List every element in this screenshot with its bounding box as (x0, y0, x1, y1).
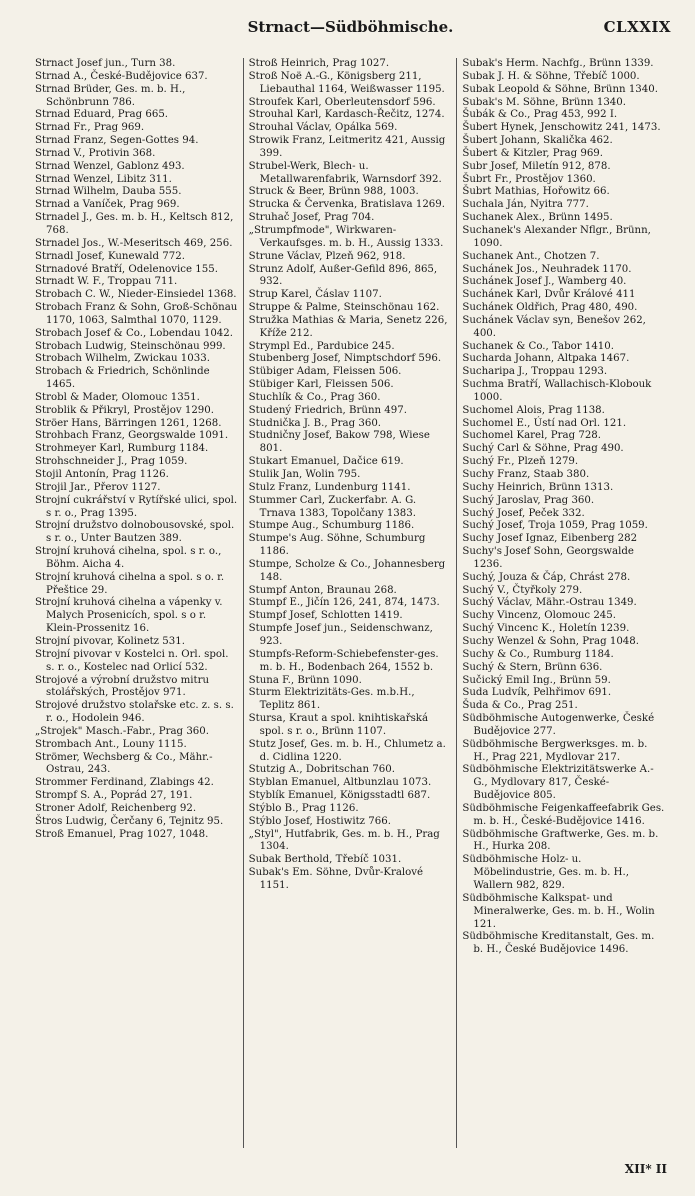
directory-entry: Suchý, Jouza & Čáp, Chrást 278. (462, 571, 631, 583)
directory-entry: Stulik Jan, Wolin 795. (248, 469, 361, 480)
directory-entry: Suchý Fr., Plzeň 1279. (462, 456, 579, 468)
directory-entry: Ströer Hans, Bärringen 1261, 1268. (35, 417, 222, 429)
directory-entry: Strnadt W. F., Troppau 711. (35, 276, 178, 288)
directory-entry: Stroß Noë A.-G., Königsberg 211, Liebauthal 1164, Weißwasser 1195. (248, 70, 445, 95)
directory-entry: Suchomel Karel, Prag 728. (462, 430, 602, 442)
directory-entry: Stumpfe Josef jun., Seidenschwanz, 923. (248, 623, 433, 647)
directory-entry: Styblan Emanuel, Altbunzlau 1073. (248, 777, 432, 789)
directory-entry: Suchomel E., Ústí nad Orl. 121. (462, 417, 627, 429)
directory-entry: Südböhmische Kreditanstalt, Ges. m. b. H., České Budějovice 1496. (462, 931, 655, 956)
directory-entry: Suchý Jaroslav, Prag 360. (462, 494, 595, 506)
directory-entry: Subak's M. Söhne, Brünn 1340. (462, 96, 627, 108)
directory-entry: Stumpe Aug., Schumburg 1186. (248, 520, 415, 532)
directory-entry: Sucharda Johann, Altpaka 1467. (462, 353, 630, 365)
directory-entry: Suchánek Jos., Neuhradek 1170. (462, 263, 632, 275)
directory-entry: Stukart Emanuel, Dačice 619. (248, 456, 404, 468)
directory-entry: Strombach Ant., Louny 1115. (35, 738, 187, 750)
directory-entry: Šubert Hynek, Jenschowitz 241, 1473. (462, 122, 661, 134)
directory-entry: Strowik Franz, Leitmeritz 421, Aussig 399. (248, 135, 446, 159)
directory-entry: Stuna F., Brünn 1090. (248, 674, 362, 686)
directory-entry: Suchý Josef, Troja 1059, Prag 1059. (462, 520, 648, 532)
directory-entry: Strojové družstvo stolařske etc. z. s. s. r. o., Hodolein 946. (35, 700, 234, 725)
directory-entry: Stubenberg Josef, Nimptschdorf 596. (248, 353, 442, 365)
directory-entry: Südböhmische Autogenwerke, České Budějovice 277. (462, 713, 655, 737)
directory-entry: Strojil Jar., Přerov 1127. (35, 481, 161, 493)
directory-entry: Strobach & Friedrich, Schönlinde 1465. (35, 366, 210, 391)
directory-entry: Suchomel Alois, Prag 1138. (462, 404, 605, 416)
directory-entry: Strnad A., České-Budějovice 637. (35, 70, 208, 82)
directory-entry: Suchma Bratří, Wallachisch-Klobouk 1000. (462, 379, 652, 403)
directory-entry: Suchý Josef, Peček 332. (462, 507, 585, 519)
directory-entry: Stulz Franz, Lundenburg 1141. (248, 481, 411, 493)
directory-entry: Suchanek & Co., Tabor 1410. (462, 340, 615, 352)
directory-entry: „Strumpfmode", Wirkwaren-Verkaufsges. m. b. H., Aussig 1333. (248, 224, 444, 249)
directory-entry: Struhač Josef, Prag 704. (248, 212, 375, 224)
directory-entry: Strup Karel, Čáslav 1107. (248, 289, 382, 301)
directory-entry: Strohschneider J., Prag 1059. (35, 456, 188, 468)
column-3 (456, 58, 670, 1148)
directory-entry: Sučický Emil Ing., Brünn 59. (462, 674, 611, 686)
directory-entry: Suchý V., Čtyřkoly 279. (462, 584, 583, 596)
directory-entry: Stursa, Kraut a spol. knihtiskařská spol. s r. o., Brünn 1107. (248, 713, 429, 737)
directory-entry: Suchy's Josef Sohn, Georgswalde 1236. (462, 546, 634, 570)
directory-entry: Strnad Franz, Segen-Gottes 94. (35, 135, 199, 147)
directory-entry: Stutz Josef, Ges. m. b. H., Chlumetz a. d. Cidlina 1220. (248, 738, 446, 763)
directory-entry: Strnadové Bratří, Odelenovice 155. (35, 263, 218, 275)
directory-entry: Stroß Emanuel, Prag 1027, 1048. (35, 828, 209, 840)
directory-entry: Stumpf Anton, Braunau 268. (248, 584, 397, 596)
directory-entry: Strobach C. W., Nieder-Einsiedel 1368. (35, 289, 237, 301)
directory-entry: Strunz Adolf, Außer-Gefild 896, 865, 932. (248, 263, 438, 288)
directory-entry: Stýblo Josef, Hostiwitz 766. (248, 815, 391, 827)
directory-entry: Strojní cukrářství v Rytířské ulici, spol. s r. o., Prag 1395. (35, 494, 238, 519)
directory-entry: Strnad Brüder, Ges. m. b. H., Schönbrunn 786. (35, 83, 186, 108)
directory-entry: Strojní družstvo dolnobousovské, spol. s r. o., Unter Bautzen 389. (35, 520, 235, 545)
directory-entry: Stumpf Josef, Schlotten 1419. (248, 610, 403, 622)
directory-entry: Sturm Elektrizitäts-Ges. m.b.H., Teplitz 861. (248, 687, 415, 712)
directory-entry: Stumpf E., Jičín 126, 241, 874, 1473. (248, 597, 440, 609)
directory-entry: Suchy Josef Ignaz, Eibenberg 282 (462, 533, 638, 545)
directory-entry: Suchý Carl & Söhne, Prag 490. (462, 443, 624, 455)
directory-entry: Strojní kruhová cihelna a vápenky v. Malych Prosenicích, spol. s o r. Klein-Prossenitz 16. (35, 597, 223, 635)
directory-entry: Strubel-Werk, Blech- u. Metallwarenfabrik, Warnsdorf 392. (248, 160, 442, 185)
directory-entry: Strobach Ludwig, Steinschönau 999. (35, 340, 226, 352)
directory-entry: Suchy Wenzel & Sohn, Prag 1048. (462, 635, 640, 647)
directory-entry: Strnad Wilhelm, Dauba 555. (35, 186, 182, 198)
directory-entry: Struppe & Palme, Steinschönau 162. (248, 302, 440, 314)
directory-entry: Stroufek Karl, Oberleutensdorf 596. (248, 96, 436, 108)
directory-entry: Strobach Wilhelm, Zwickau 1033. (35, 353, 210, 365)
directory-columns (30, 58, 670, 1148)
directory-entry: Studený Friedrich, Brünn 497. (248, 404, 407, 416)
directory-entry: Stroß Heinrich, Prag 1027. (248, 58, 390, 69)
directory-entry: Suchy Franz, Staab 380. (462, 469, 590, 480)
directory-entry: Strnadl Josef, Kunewald 772. (35, 250, 185, 262)
directory-entry: Strojní kruhová cihelna, spol. s r. o., Böhm. Aicha 4. (35, 546, 222, 570)
directory-entry: Strohmeyer Karl, Rumburg 1184. (35, 443, 209, 455)
directory-entry: Stojil Antonín, Prag 1126. (35, 469, 169, 480)
directory-entry: Strojové a výrobní družstvo mitru stolářských, Prostějov 971. (35, 674, 210, 699)
directory-entry: Suchy Vincenz, Olomouc 245. (462, 610, 617, 622)
directory-entry: Suchy & Co., Rumburg 1184. (462, 648, 614, 660)
directory-entry: Stumpe, Scholze & Co., Johannesberg 148. (248, 558, 446, 583)
directory-entry: Suchý & Stern, Brünn 636. (462, 661, 603, 673)
directory-entry: Strucka & Červenka, Bratislava 1269. (248, 199, 446, 211)
directory-entry: Südböhmische Elektrizitätswerke A.-G., Mydlovary 817, České-Budějovice 805. (462, 764, 654, 802)
directory-entry: Stübiger Karl, Fleissen 506. (248, 379, 394, 391)
directory-entry: Stübiger Adam, Fleissen 506. (248, 366, 402, 378)
directory-entry: Stutzig A., Dobritschan 760. (248, 764, 395, 776)
directory-entry: Stroner Adolf, Reichenberg 92. (35, 802, 197, 814)
directory-entry: Strnad Wenzel, Libitz 311. (35, 173, 172, 185)
directory-entry: Strojní kruhová cihelna a spol. s o. r. Přeštice 29. (35, 571, 225, 596)
directory-entry: Šubert & Kitzler, Prag 969. (462, 147, 604, 159)
page-header (30, 16, 671, 42)
directory-entry: „Strojek" Masch.-Fabr., Prag 360. (35, 725, 209, 737)
directory-entry: Subak Leopold & Söhne, Brünn 1340. (462, 83, 658, 95)
directory-entry: Suchý Vincenc K., Holetín 1239. (462, 623, 630, 635)
directory-entry: Stroblik & Přikryl, Prostějov 1290. (35, 404, 215, 416)
directory-entry: Strune Václav, Plzeň 962, 918. (248, 250, 406, 262)
directory-entry: Südböhmische Graftwerke, Ges. m. b. H., Hurka 208. (462, 828, 659, 853)
directory-entry: Südböhmische Kalkspat- und Mineralwerke, Ges. m. b. H., Wolin 121. (462, 892, 655, 930)
directory-entry: Suchánek Oldřich, Prag 480, 490. (462, 302, 638, 314)
directory-entry: Strnadel Jos., W.-Meseritsch 469, 256. (35, 237, 233, 249)
directory-entry: Strohbach Franz, Georgswalde 1091. (35, 430, 229, 442)
directory-entry: Strompf S. A., Poprád 27, 191. (35, 790, 193, 802)
directory-entry: Strnad V., Protivin 368. (35, 147, 156, 159)
directory-entry: Suchánek Josef J., Wamberg 40. (462, 276, 627, 288)
directory-entry: Strnact Josef jun., Turn 38. (35, 58, 176, 69)
directory-entry: Šubrt Fr., Prostějov 1360. (462, 173, 596, 185)
directory-entry: Strnad Wenzel, Gablonz 493. (35, 160, 185, 172)
signature-mark: XII* II (624, 1162, 667, 1176)
directory-entry: Strojní pivovar, Kolinetz 531. (35, 635, 185, 647)
directory-entry: Strnad Eduard, Prag 665. (35, 109, 169, 121)
directory-entry: Stummer Carl, Zuckerfabr. A. G. Trnava 1383, Topolčany 1383. (248, 494, 417, 519)
directory-entry: Südböhmische Feigenkaffeefabrik Ges. m. b. H., České-Budějovice 1416. (462, 802, 665, 827)
directory-entry: Suchý Václav, Mähr.-Ostrau 1349. (462, 597, 637, 609)
directory-entry: Šuda & Co., Prag 251. (462, 700, 578, 712)
running-title: Strnact—Südböhmische. (247, 18, 454, 36)
directory-entry: Südböhmische Bergwerksges. m. b. H., Prag 221, Mydlovar 217. (462, 738, 648, 763)
directory-entry: Strojní pivovar v Kostelci n. Orl. spol. s. r. o., Kostelec nad Orlicí 532. (35, 648, 229, 673)
directory-entry: Šubák & Co., Prag 453, 992 I. (462, 109, 618, 121)
directory-entry: Sucharipa J., Troppau 1293. (462, 366, 608, 378)
directory-entry: Strommer Ferdinand, Zlabings 42. (35, 777, 214, 789)
directory-entry: Štros Ludwig, Čerčany 6, Tejnitz 95. (35, 815, 224, 827)
directory-entry: Stýblo B., Prag 1126. (248, 802, 359, 814)
directory-entry: Studničny Josef, Bakow 798, Wiese 801. (248, 430, 430, 455)
directory-entry: Strnadel J., Ges. m. b. H., Keltsch 812, 768. (35, 212, 234, 236)
directory-entry: Suchala Ján, Nyitra 777. (462, 199, 589, 211)
directory-entry: „Styl", Hutfabrik, Ges. m. b. H., Prag 1304. (248, 828, 440, 853)
directory-entry: Strouhal Karl, Kardasch-Řečitz, 1274. (248, 109, 445, 121)
column-1 (30, 58, 243, 1148)
directory-entry: Subr Josef, Miletín 912, 878. (462, 160, 611, 172)
directory-entry: Suchy Heinrich, Brünn 1313. (462, 481, 614, 493)
directory-entry: Stružka Mathias & Maria, Senetz 226, Kříže 212. (248, 314, 448, 339)
directory-entry: Strömer, Wechsberg & Co., Mähr.-Ostrau, 243. (35, 751, 213, 776)
directory-entry: Südböhmische Holz- u. Möbelindustrie, Ges. m. b. H., Wallern 982, 829. (462, 854, 629, 891)
directory-entry: Studnička J. B., Prag 360. (248, 417, 382, 429)
column-2 (243, 58, 457, 1148)
directory-entry: Strouhal Václav, Opálka 569. (248, 122, 398, 134)
directory-entry: Subak's Em. Söhne, Dvůr-Kralové 1151. (248, 867, 424, 891)
directory-entry: Stumpe's Aug. Söhne, Schumburg 1186. (248, 533, 426, 558)
directory-entry: Subak Berthold, Třebíč 1031. (248, 854, 402, 866)
directory-entry: Stuchlík & Co., Prag 360. (248, 391, 381, 403)
directory-entry: Suda Ludvík, Pelhřimov 691. (462, 687, 612, 699)
directory-entry: Stumpfs-Reform-Schiebefenster-ges. m. b. H., Bodenbach 264, 1552 b. (248, 648, 439, 673)
directory-entry: Subak J. H. & Söhne, Třebíč 1000. (462, 70, 640, 82)
directory-entry: Strobach Josef & Co., Lobendau 1042. (35, 327, 233, 339)
directory-entry: Struck & Beer, Brünn 988, 1003. (248, 186, 419, 198)
directory-entry: Suchánek Karl, Dvůr Králové 411 (462, 289, 636, 301)
directory-entry: Suchanek Alex., Brünn 1495. (462, 212, 613, 224)
page-number: CLXXIX (603, 18, 671, 36)
directory-entry: Strnad Fr., Prag 969. (35, 122, 145, 134)
directory-entry: Strympl Ed., Pardubice 245. (248, 340, 395, 352)
directory-entry: Šubrt Mathias, Hořowitz 66. (462, 186, 610, 198)
directory-entry: Suchanek's Alexander Nflgr., Brünn, 1090. (462, 224, 651, 249)
directory-entry: Strobach Franz & Sohn, Groß-Schönau 1170, 1063, Salmthal 1070, 1129. (35, 302, 238, 326)
directory-entry: Styblík Emanuel, Königsstadtl 687. (248, 790, 431, 802)
directory-entry: Strnad a Vaníček, Prag 969. (35, 199, 180, 211)
directory-entry: Suchánek Václav syn, Benešov 262, 400. (462, 314, 646, 339)
directory-entry: Šubert Johann, Skalička 462. (462, 135, 613, 147)
directory-entry: Subak's Herm. Nachfg., Brünn 1339. (462, 58, 654, 69)
directory-entry: Strobl & Mader, Olomouc 1351. (35, 391, 200, 403)
directory-entry: Suchanek Ant., Chotzen 7. (462, 250, 600, 262)
